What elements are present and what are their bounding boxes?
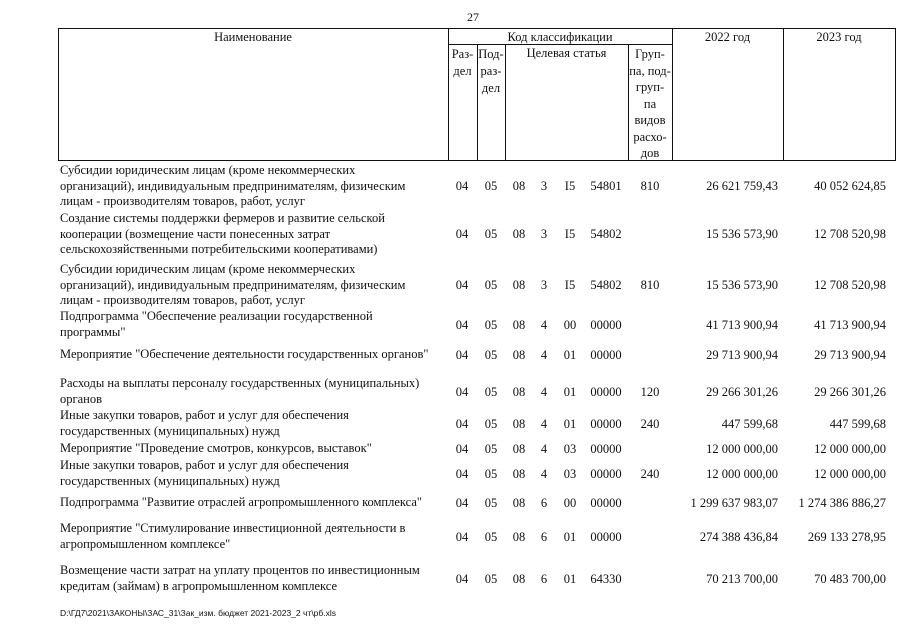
row-target-program: 08 — [512, 572, 526, 586]
row-target-program: 08 — [512, 278, 526, 292]
row-value-2023: 40 052 624,85 — [814, 179, 886, 193]
row-name: Субсидии юридическим лицам (кроме некоммерческих организаций), индивидуальным предпринимателям, физическим лицам - производителям товаров, работ, услуг — [60, 163, 406, 208]
row-razdel: 04 — [455, 278, 469, 292]
row-razdel: 04 — [455, 318, 469, 332]
row-target-direction: 00000 — [590, 467, 622, 481]
row-podrazdel: 05 — [484, 385, 498, 399]
row-value-2022: 70 213 700,00 — [706, 572, 778, 586]
row-target-direction: 00000 — [590, 530, 622, 544]
row-value-2023: 12 000 000,00 — [814, 467, 886, 481]
row-target-direction: 64330 — [590, 572, 622, 586]
row-target-event: 01 — [563, 530, 577, 544]
row-target-event: 03 — [563, 467, 577, 481]
header-podrazdel: Под- раз- дел — [478, 47, 504, 95]
row-value-2022: 15 536 573,90 — [706, 278, 778, 292]
row-target-event: 00 — [563, 496, 577, 510]
row-target-event: 01 — [563, 572, 577, 586]
row-name: Мероприятие "Проведение смотров, конкурсов, выставок" — [60, 441, 372, 455]
row-podrazdel: 05 — [484, 417, 498, 431]
row-razdel: 04 — [455, 530, 469, 544]
row-value-2022: 29 266 301,26 — [706, 385, 778, 399]
row-podrazdel: 05 — [484, 278, 498, 292]
row-target-subprogram: 6 — [540, 572, 548, 586]
row-value-2023: 12 000 000,00 — [814, 442, 886, 456]
row-value-2023: 269 133 278,95 — [807, 530, 886, 544]
row-target-subprogram: 4 — [540, 348, 548, 362]
row-name: Иные закупки товаров, работ и услуг для обеспечения государственных (муниципальных) нужд — [60, 458, 349, 488]
row-group: 810 — [640, 278, 660, 292]
row-target-program: 08 — [512, 348, 526, 362]
row-target-direction: 00000 — [590, 442, 622, 456]
row-value-2022: 15 536 573,90 — [706, 227, 778, 241]
row-target-event: I5 — [564, 179, 576, 193]
row-razdel: 04 — [455, 417, 469, 431]
row-target-program: 08 — [512, 442, 526, 456]
row-target-subprogram: 3 — [540, 227, 548, 241]
row-target-event: 03 — [563, 442, 577, 456]
row-name: Иные закупки товаров, работ и услуг для обеспечения государственных (муниципальных) нужд — [60, 408, 349, 438]
row-razdel: 04 — [455, 348, 469, 362]
header-2022: 2022 год — [704, 30, 751, 44]
row-target-direction: 00000 — [590, 385, 622, 399]
row-target-event: I5 — [564, 227, 576, 241]
row-target-direction: 54802 — [590, 278, 622, 292]
row-value-2022: 29 713 900,94 — [706, 348, 778, 362]
row-target-program: 08 — [512, 385, 526, 399]
row-target-direction: 00000 — [590, 417, 622, 431]
row-target-subprogram: 4 — [540, 417, 548, 431]
row-name: Субсидии юридическим лицам (кроме некоммерческих организаций), индивидуальным предпринимателям, физическим лицам - производителям товаров, работ, услуг — [60, 262, 406, 307]
row-target-event: 01 — [563, 417, 577, 431]
row-value-2022: 447 599,68 — [721, 417, 778, 431]
row-value-2022: 26 621 759,43 — [706, 179, 778, 193]
row-target-direction: 00000 — [590, 318, 622, 332]
row-podrazdel: 05 — [484, 442, 498, 456]
row-group: 240 — [640, 467, 660, 481]
row-podrazdel: 05 — [484, 227, 498, 241]
row-podrazdel: 05 — [484, 179, 498, 193]
row-value-2023: 29 266 301,26 — [814, 385, 886, 399]
row-value-2023: 41 713 900,94 — [814, 318, 886, 332]
row-target-event: 00 — [563, 318, 577, 332]
row-target-event: I5 — [564, 278, 576, 292]
row-target-subprogram: 4 — [540, 442, 548, 456]
row-name: Создание системы поддержки фермеров и развитие сельской кооперации (возмещение части понесенных затрат сельскохозяйственными потребительскими кооперативами) — [60, 211, 385, 256]
row-target-direction: 54802 — [590, 227, 622, 241]
row-name: Мероприятие "Стимулирование инвестиционной деятельности в агропромышленном комплексе" — [60, 521, 406, 551]
row-razdel: 04 — [455, 179, 469, 193]
row-target-program: 08 — [512, 496, 526, 510]
row-podrazdel: 05 — [484, 530, 498, 544]
row-name: Возмещение части затрат на уплату процентов по инвестиционным кредитам (займам) в агропромышленном комплексе — [60, 563, 420, 593]
footer-file-path: D:\ГД7\2021\ЗАКОНЫ\ЗАС_31\Зак_изм. бюджет 2021-2023_2 чт\рб.xls — [60, 608, 337, 618]
row-target-program: 08 — [512, 530, 526, 544]
row-group: 120 — [640, 385, 660, 399]
row-target-subprogram: 4 — [540, 467, 548, 481]
row-razdel: 04 — [455, 467, 469, 481]
row-target-program: 08 — [512, 179, 526, 193]
row-target-subprogram: 6 — [540, 530, 548, 544]
row-group: 810 — [640, 179, 660, 193]
row-target-subprogram: 6 — [540, 496, 548, 510]
header-razdel: Раз- дел — [451, 47, 474, 78]
row-target-program: 08 — [512, 227, 526, 241]
row-podrazdel: 05 — [484, 467, 498, 481]
row-target-program: 08 — [512, 417, 526, 431]
row-podrazdel: 05 — [484, 496, 498, 510]
row-value-2022: 1 299 637 983,07 — [690, 496, 778, 510]
row-podrazdel: 05 — [484, 348, 498, 362]
row-target-program: 08 — [512, 467, 526, 481]
header-classification: Код классификации — [507, 30, 613, 44]
row-target-subprogram: 4 — [540, 318, 548, 332]
row-target-direction: 00000 — [590, 348, 622, 362]
row-target-direction: 54801 — [590, 179, 622, 193]
row-razdel: 04 — [455, 385, 469, 399]
header-name: Наименование — [214, 30, 292, 44]
row-name: Мероприятие "Обеспечение деятельности государственных органов" — [60, 347, 429, 361]
row-name: Подпрограмма "Развитие отраслей агропромышленного комплекса" — [60, 495, 423, 509]
row-value-2022: 12 000 000,00 — [706, 442, 778, 456]
row-target-subprogram: 3 — [540, 278, 548, 292]
row-target-subprogram: 4 — [540, 385, 548, 399]
row-razdel: 04 — [455, 572, 469, 586]
header-group: Груп- па, под- груп- па видов расхо- дов — [629, 47, 671, 160]
row-value-2023: 12 708 520,98 — [814, 278, 886, 292]
row-razdel: 04 — [455, 496, 469, 510]
page-number: 27 — [467, 10, 479, 24]
row-value-2023: 70 483 700,00 — [814, 572, 886, 586]
row-value-2023: 12 708 520,98 — [814, 227, 886, 241]
row-name: Расходы на выплаты персоналу государственных (муниципальных) органов — [60, 376, 420, 406]
header-2023: 2023 год — [816, 30, 862, 44]
row-razdel: 04 — [455, 442, 469, 456]
row-group: 240 — [640, 417, 660, 431]
row-value-2023: 447 599,68 — [829, 417, 886, 431]
row-target-event: 01 — [563, 385, 577, 399]
row-target-subprogram: 3 — [540, 179, 548, 193]
row-podrazdel: 05 — [484, 572, 498, 586]
row-value-2022: 12 000 000,00 — [706, 467, 778, 481]
row-value-2023: 1 274 386 886,27 — [798, 496, 886, 510]
row-podrazdel: 05 — [484, 318, 498, 332]
row-target-program: 08 — [512, 318, 526, 332]
header-target: Целевая статья — [526, 46, 607, 60]
row-razdel: 04 — [455, 227, 469, 241]
row-value-2022: 41 713 900,94 — [706, 318, 778, 332]
row-value-2022: 274 388 436,84 — [699, 530, 778, 544]
row-target-event: 01 — [563, 348, 577, 362]
row-name: Подпрограмма "Обеспечение реализации государственной программы" — [60, 309, 373, 339]
row-target-direction: 00000 — [590, 496, 622, 510]
row-value-2023: 29 713 900,94 — [814, 348, 886, 362]
